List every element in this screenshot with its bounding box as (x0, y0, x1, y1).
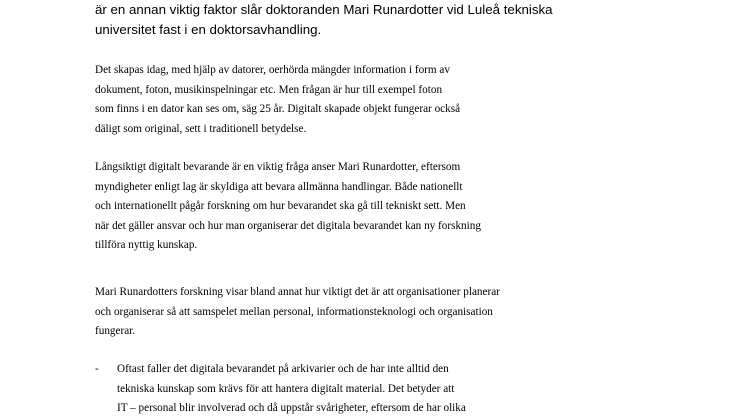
lead-paragraph (95, 0, 553, 40)
lead-line: är en annan viktig faktor slår doktoranden Mari Runardotter vid Luleå tekniska (95, 2, 553, 17)
paragraph-line: Mari Runardotters forskning visar bland annat hur viktigt det är att organisationer planerar (95, 286, 500, 298)
paragraph-line: Långsiktigt digitalt bevarande är en viktig fråga anser Mari Runardotter, eftersom (95, 161, 461, 173)
bullet-line: tekniska kunskap som krävs för att hantera digitalt material. Det betyder att (117, 382, 455, 395)
paragraph-line: när det gäller ansvar och hur man organiserar det digitala bevarandet kan ny forskning (95, 219, 481, 232)
body-paragraph-1 (95, 61, 460, 139)
bullet-item (95, 360, 466, 419)
bullet-line: Oftast faller det digitala bevarandet på arkivarier och de har inte alltid den (117, 363, 449, 375)
paragraph-line: som finns i en dator kan ses om, säg 25 år. Digitalt skapade objekt fungerar också (95, 103, 461, 115)
body-paragraph-2 (95, 158, 481, 256)
paragraph-line: och organiserar så att samspelet mellan personal, informationsteknologi och organisation (95, 305, 493, 318)
body-paragraph-3 (95, 283, 500, 342)
paragraph-line: fungerar. (95, 325, 136, 337)
paragraph-line: myndigheter enligt lag är skyldiga att bevara allmänna handlingar. Både nationellt (95, 180, 463, 193)
paragraph-line: dokument, foton, musikinspelningar etc. Men frågan är hur till exempel foton (95, 83, 443, 96)
paragraph-line: och internationellt pågår forskning om hur bevarandet ska gå till tekniskt sett. Men (95, 200, 466, 212)
paragraph-line: däligt som original, sett i traditionell betydelse. (95, 122, 307, 135)
bullet-line: IT – personal blir involverad och då uppstår svårigheter, eftersom de har olika (117, 402, 466, 414)
lead-line: universitet fast i en doktorsavhandling. (95, 22, 322, 37)
paragraph-line: tillföra nyttig kunskap. (95, 239, 198, 251)
bullet-marker: - (95, 363, 99, 375)
paragraph-line: Det skapas idag, med hjälp av datorer, oerhörda mängder information i form av (95, 64, 450, 76)
bullet-body (95, 360, 466, 419)
